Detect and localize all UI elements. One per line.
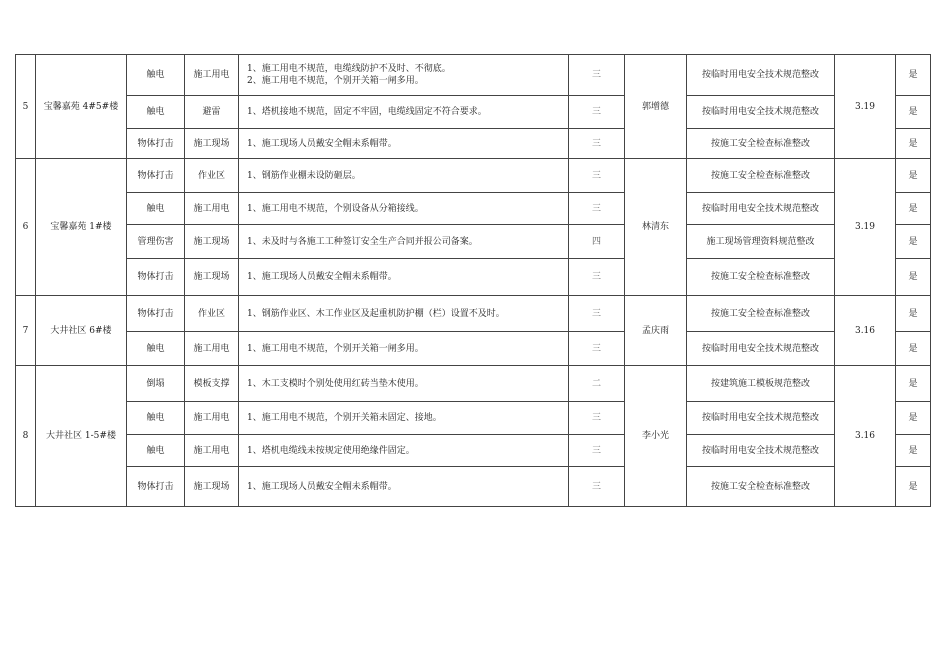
completed-flag: 是 xyxy=(896,366,931,402)
hazard-area: 施工用电 xyxy=(185,193,239,225)
project-name: 宝馨嘉苑 1#楼 xyxy=(36,159,127,296)
completed-flag: 是 xyxy=(896,225,931,259)
hazard-grade: 三 xyxy=(569,402,625,435)
table-row xyxy=(16,96,931,129)
hazard-type: 管理伤害 xyxy=(127,225,185,259)
hazard-type: 物体打击 xyxy=(127,129,185,159)
hazard-area: 作业区 xyxy=(185,159,239,193)
item-number: 8 xyxy=(16,366,36,507)
completed-flag: 是 xyxy=(896,159,931,193)
rectification-measure: 按临时用电安全技术规范整改 xyxy=(687,96,835,129)
rectification-measure: 按临时用电安全技术规范整改 xyxy=(687,402,835,435)
hazard-area: 施工现场 xyxy=(185,259,239,296)
table-row xyxy=(16,402,931,435)
issue-description xyxy=(239,402,569,435)
table-row xyxy=(16,332,931,366)
issue-description xyxy=(239,366,569,402)
issue-line: 2、施工用电不规范，个别开关箱一闸多用。 xyxy=(247,76,424,86)
issue-description xyxy=(239,193,569,225)
hazard-type: 物体打击 xyxy=(127,259,185,296)
project-name: 宝馨嘉苑 4#5#楼 xyxy=(36,55,127,159)
hazard-area: 模板支撑 xyxy=(185,366,239,402)
rectification-measure: 按施工安全检查标准整改 xyxy=(687,159,835,193)
responsible-person: 林清东 xyxy=(625,159,687,296)
completed-flag: 是 xyxy=(896,402,931,435)
hazard-type: 触电 xyxy=(127,193,185,225)
hazard-type: 触电 xyxy=(127,55,185,96)
project-name: 大井社区 6#楼 xyxy=(36,296,127,366)
deadline: 3.19 xyxy=(835,55,896,159)
rectification-measure: 按施工安全检查标准整改 xyxy=(687,129,835,159)
rectification-measure: 按施工安全检查标准整改 xyxy=(687,259,835,296)
hazard-area: 作业区 xyxy=(185,296,239,332)
hazard-area: 施工用电 xyxy=(185,435,239,467)
issue-description xyxy=(239,296,569,332)
project-name: 大井社区 1-5#楼 xyxy=(36,366,127,507)
hazard-area: 施工用电 xyxy=(185,402,239,435)
rectification-measure: 施工现场管理资料规范整改 xyxy=(687,225,835,259)
completed-flag: 是 xyxy=(896,296,931,332)
completed-flag: 是 xyxy=(896,259,931,296)
table-row xyxy=(16,366,931,402)
item-number: 5 xyxy=(16,55,36,159)
issue-line: 1、塔机接地不规范，固定不牢固，电缆线固定不符合要求。 xyxy=(247,107,487,117)
rectification-measure: 按临时用电安全技术规范整改 xyxy=(687,435,835,467)
hazard-area: 避雷 xyxy=(185,96,239,129)
table-row xyxy=(16,193,931,225)
hazard-grade: 三 xyxy=(569,467,625,507)
issue-description xyxy=(239,225,569,259)
issue-line: 1、施工现场人员戴安全帽未系帽带。 xyxy=(247,138,397,149)
issue-line: 1、施工用电不规范，个别设备从分箱接线。 xyxy=(247,203,424,214)
completed-flag: 是 xyxy=(896,129,931,159)
hazard-grade: 三 xyxy=(569,332,625,366)
issue-line: 1、施工用电不规范，电缆线防护不及时、不彻底。 xyxy=(247,64,451,74)
hazard-type: 物体打击 xyxy=(127,159,185,193)
issue-line: 1、施工用电不规范，个别开关箱未固定、接地。 xyxy=(247,413,442,423)
table-row xyxy=(16,435,931,467)
rectification-measure: 按临时用电安全技术规范整改 xyxy=(687,55,835,96)
hazard-grade: 二 xyxy=(569,366,625,402)
table-row xyxy=(16,225,931,259)
table-row xyxy=(16,129,931,159)
completed-flag: 是 xyxy=(896,467,931,507)
deadline: 3.16 xyxy=(835,296,896,366)
hazard-area: 施工用电 xyxy=(185,332,239,366)
hazard-area: 施工用电 xyxy=(185,55,239,96)
rectification-measure: 按建筑施工模板规范整改 xyxy=(687,366,835,402)
hazard-type: 物体打击 xyxy=(127,296,185,332)
table-row xyxy=(16,259,931,296)
hazard-grade: 三 xyxy=(569,159,625,193)
hazard-grade: 三 xyxy=(569,55,625,96)
issue-description xyxy=(239,467,569,507)
table-row xyxy=(16,159,931,193)
issue-line: 1、施工现场人员戴安全帽未系帽带。 xyxy=(247,272,397,282)
issue-description xyxy=(239,96,569,129)
issue-line: 1、钢筋作业棚未设防砸层。 xyxy=(247,170,361,181)
deadline: 3.16 xyxy=(835,366,896,507)
issue-line: 1、木工支模时个别处使用红砖当垫木使用。 xyxy=(247,378,424,389)
hazard-grade: 三 xyxy=(569,193,625,225)
hazard-area: 施工现场 xyxy=(185,225,239,259)
hazard-type: 触电 xyxy=(127,332,185,366)
rectification-measure: 按施工安全检查标准整改 xyxy=(687,296,835,332)
issue-line: 1、塔机电缆线未按规定使用绝缘件固定。 xyxy=(247,445,415,456)
rectification-measure: 按施工安全检查标准整改 xyxy=(687,467,835,507)
issue-description xyxy=(239,332,569,366)
hazard-type: 物体打击 xyxy=(127,467,185,507)
hazard-grade: 三 xyxy=(569,296,625,332)
responsible-person: 孟庆雨 xyxy=(625,296,687,366)
completed-flag: 是 xyxy=(896,96,931,129)
responsible-person: 郭增德 xyxy=(625,55,687,159)
table-body xyxy=(16,55,931,507)
item-number: 6 xyxy=(16,159,36,296)
issue-line: 1、施工用电不规范，个别开关箱一闸多用。 xyxy=(247,343,424,354)
hazard-grade: 三 xyxy=(569,259,625,296)
issue-description xyxy=(239,129,569,159)
hazard-type: 倒塌 xyxy=(127,366,185,402)
table-row xyxy=(16,55,931,96)
responsible-person: 李小光 xyxy=(625,366,687,507)
item-number: 7 xyxy=(16,296,36,366)
rectification-measure: 按临时用电安全技术规范整改 xyxy=(687,332,835,366)
completed-flag: 是 xyxy=(896,193,931,225)
hazard-grade: 三 xyxy=(569,435,625,467)
deadline: 3.19 xyxy=(835,159,896,296)
completed-flag: 是 xyxy=(896,332,931,366)
inspection-rectification-table xyxy=(15,54,931,507)
issue-description xyxy=(239,435,569,467)
issue-description xyxy=(239,159,569,193)
issue-line: 1、施工现场人员戴安全帽未系帽带。 xyxy=(247,481,397,492)
issue-description xyxy=(239,259,569,296)
completed-flag: 是 xyxy=(896,435,931,467)
hazard-area: 施工现场 xyxy=(185,129,239,159)
hazard-type: 触电 xyxy=(127,402,185,435)
issue-line: 1、未及时与各施工工种签订安全生产合同并报公司备案。 xyxy=(247,236,478,247)
hazard-type: 触电 xyxy=(127,96,185,129)
issue-line: 1、钢筋作业区、木工作业区及起重机防护棚（栏）设置不及时。 xyxy=(247,308,505,319)
hazard-grade: 三 xyxy=(569,96,625,129)
hazard-area: 施工现场 xyxy=(185,467,239,507)
table-row xyxy=(16,467,931,507)
hazard-type: 触电 xyxy=(127,435,185,467)
hazard-grade: 三 xyxy=(569,129,625,159)
hazard-grade: 四 xyxy=(569,225,625,259)
rectification-measure: 按临时用电安全技术规范整改 xyxy=(687,193,835,225)
issue-description xyxy=(239,55,569,96)
table-row xyxy=(16,296,931,332)
completed-flag: 是 xyxy=(896,55,931,96)
